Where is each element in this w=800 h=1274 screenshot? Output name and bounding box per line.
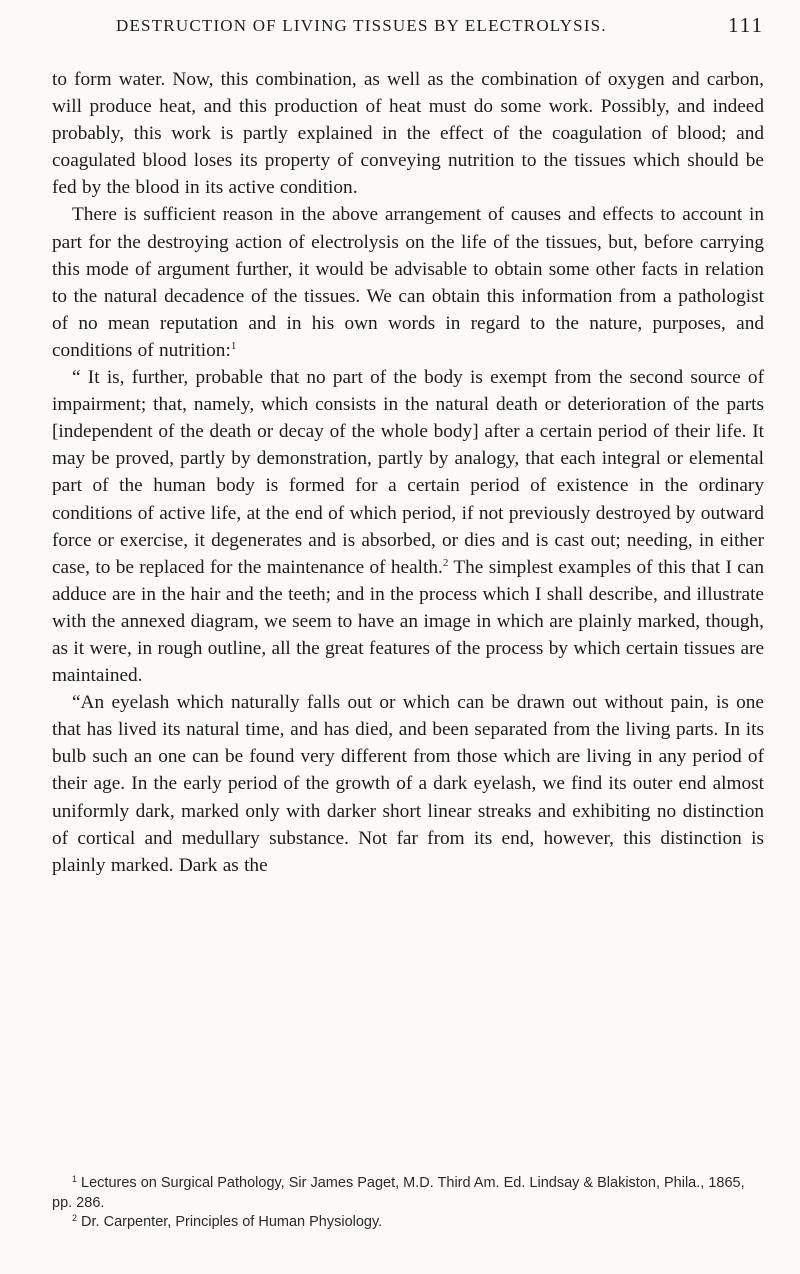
running-head	[52, 13, 764, 42]
running-title: DESTRUCTION OF LIVING TISSUES BY ELECTROLYSIS.	[116, 16, 607, 35]
footnote-ref: 2	[442, 556, 449, 569]
footnote-mark: 1	[72, 1174, 78, 1184]
book-page	[52, 13, 764, 879]
footnotes	[52, 1174, 764, 1233]
paragraph	[52, 201, 764, 364]
page-number: 111	[728, 13, 764, 37]
paragraph-text: The simplest examples of this that I can adduce are in the hair and the teeth; and in the process which I shall describe, and illustrate with the annexed diagram, we seem to have an image in which are plainly marked, though, as it were, in rough outline, all the great features of the process by which certain tissues are maintained.	[52, 556, 764, 687]
quoted-paragraph	[52, 689, 764, 879]
footnote	[52, 1174, 764, 1213]
paragraph-text: “An eyelash which naturally falls out or which can be drawn out without pain, is one that has lived its natural time, and has died, and been separated from the living parts. In its bulb such an one can be found very different from those which are living in any period of their age. In the early period of the growth of a dark eyelash, we find its outer end almost uniformly dark, marked only with darker short linear streaks and exhibiting no distinction of cortical and medullary substance. Not far from its end, however, this distinction is plainly marked. Dark as the	[52, 692, 764, 876]
paragraph-text: “ It is, further, probable that no part of the body is exempt from the second source of impairment; that, namely, which consists in the natural death or deterioration of the parts [independent of the death or decay of the whole body] after a certain period of their life. It may be proved, partly by demonstration, partly by analogy, that each integral or elemental part of the human body is formed for a certain period of existence in the ordinary conditions of active life, at the end of which period, if not previously destroyed by outward force or exercise, it degenerates and is absorbed, or dies and is cast out; needing, in either case, to be replaced for the maintenance of health.	[52, 367, 764, 578]
body-text	[52, 66, 764, 879]
footnote-text: Lectures on Surgical Pathology, Sir James Paget, M.D. Third Am. Ed. Lindsay & Blakiston, Phila., 1865, pp. 286.	[52, 1175, 745, 1211]
quoted-paragraph	[52, 364, 764, 689]
paragraph-text: to form water. Now, this combination, as well as the combination of oxygen and carbon, will produce heat, and this production of heat must do some work. Possibly, and indeed probably, this work is partly explained in the effect of the coagulation of blood; and coagulated blood loses its property of conveying nutrition to the tissues which should be fed by the blood in its active condition.	[52, 69, 764, 199]
footnote-mark: 2	[72, 1213, 78, 1223]
footnote-ref: 1	[230, 339, 237, 352]
paragraph-text: There is sufficient reason in the above arrangement of causes and effects to account in part for the destroying action of electrolysis on the life of the tissues, but, before carrying this mode of argument further, it would be advisable to obtain some other facts in relation to the natural decadence of the tissues. We can obtain this information from a pathologist of no mean reputation and in his own words in regard to the nature, purposes, and conditions of nutrition:	[52, 204, 764, 361]
footnote	[52, 1213, 764, 1233]
footnote-text: Dr. Carpenter, Principles of Human Physiology.	[81, 1214, 383, 1230]
paragraph	[52, 66, 764, 201]
